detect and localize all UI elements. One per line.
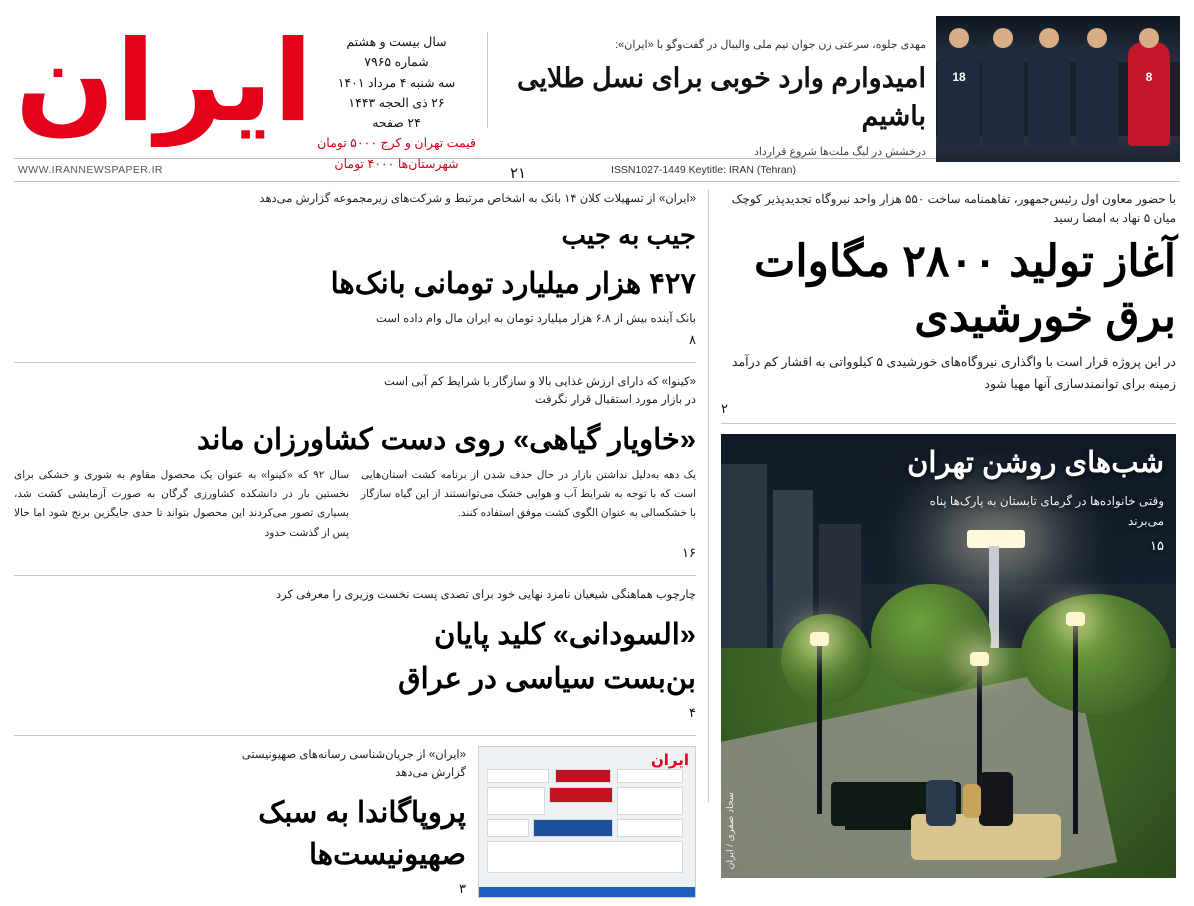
issue-pages: ۲۴ صفحه	[372, 116, 421, 130]
teaser-photo	[936, 16, 1180, 162]
story-quinoa-headline[interactable]: «خاویار گیاهی» روی دست کشاورزان ماند	[196, 423, 696, 456]
story-quinoa-kicker-line2: در بازار مورد استقبال قرار نگرفت	[534, 394, 696, 407]
player-head-icon	[993, 28, 1013, 48]
player-head-icon	[949, 28, 969, 48]
story-iraq	[14, 586, 696, 728]
lead-page-number: ۲	[721, 400, 728, 416]
story-banks-footer	[14, 332, 696, 348]
story-rule-1	[14, 362, 696, 363]
photo-person	[926, 780, 956, 826]
lead-subtitle: در این پروژه قرار است با واگذاری نیروگاه‌های خورشیدی ۵ کیلوواتی به اقشار کم درآمد زمینه برای توانمندسازی آنها مهیا شود	[731, 355, 1176, 391]
photo-child	[963, 784, 981, 818]
feature-title[interactable]: شب‌های روشن تهران	[907, 446, 1164, 479]
story-propaganda-text	[14, 746, 466, 897]
issue-date-solar: سه شنبه ۴ مرداد ۱۴۰۱	[337, 75, 456, 90]
story-iraq-headline-line1[interactable]: «السودانی» کلید پایان	[434, 618, 696, 651]
jersey-number-2: 8	[1145, 70, 1153, 84]
thumb-tile	[487, 819, 529, 837]
player-head-icon	[1087, 28, 1107, 48]
story-banks	[14, 190, 696, 356]
thumb-tile-red	[549, 787, 613, 803]
price-other-cities: شهرستان‌ها ۴۰۰۰ تومان	[334, 156, 459, 171]
issue-date-lunar: ۲۶ ذی الحجه ۱۴۴۳	[348, 95, 445, 110]
story-propaganda-headline-line2[interactable]: صهیونیست‌ها	[308, 838, 466, 871]
photo-lamp	[817, 644, 822, 814]
jersey-number: 18	[952, 70, 966, 84]
thumb-tile-wide	[487, 841, 683, 873]
thumb-tile	[617, 769, 683, 783]
teaser-text	[496, 16, 936, 182]
thumb-tile	[617, 819, 683, 837]
masthead-divider	[487, 32, 488, 128]
teaser-headline[interactable]: امیدوارم وارد خوبی برای نسل طلایی باشیم	[516, 63, 926, 132]
thumbnail-logo: ایران	[650, 750, 689, 769]
story-quinoa-kicker-line1: «کینوا» که دارای ارزش غذایی بالا و سازگار با شرایط کم آبی است	[383, 375, 696, 388]
photo-tree	[1021, 594, 1171, 714]
teaser-subtitle: درخشش در لیگ ملت‌ها شروع قرارداد	[753, 145, 926, 158]
lead-column	[721, 190, 1180, 870]
story-propaganda-thumbnail[interactable]	[478, 746, 696, 898]
thumb-tile-blue	[533, 819, 613, 837]
photo-tree	[871, 584, 991, 694]
price-tehran: قیمت تهران و کرج ۵۰۰۰ تومان	[317, 136, 476, 151]
story-banks-deck: بانک آینده بیش از ۶.۸ هزار میلیارد تومان به ایران مال وام داده است	[375, 313, 696, 326]
story-propaganda-page-number: ۳	[459, 880, 466, 896]
player-head-icon	[1039, 28, 1059, 48]
lead-headline[interactable]: آغاز تولید ۲۸۰۰ مگاوات برق خورشیدی	[753, 237, 1176, 342]
story-propaganda-footer	[14, 881, 466, 897]
player-red	[1128, 42, 1170, 146]
player-4	[938, 42, 980, 146]
page-content	[14, 190, 1180, 896]
story-propaganda	[14, 746, 696, 906]
story-propaganda-kicker-line2: گزارش می‌دهد	[395, 767, 466, 780]
feature-caption	[903, 444, 1164, 554]
story-iraq-footer	[14, 705, 696, 721]
player-3	[982, 42, 1024, 146]
feature-page-number: ۱۵	[1150, 537, 1164, 553]
thumb-tile	[487, 769, 549, 783]
thumb-tile-red	[555, 769, 611, 783]
story-iraq-headline-line2[interactable]: بن‌بست سیاسی در عراق	[398, 662, 696, 695]
issn-text: ISSN1027-1449 Keytitle: IRAN (Tehran)	[610, 164, 796, 176]
issue-number: شماره ۷۹۶۵	[364, 55, 429, 70]
player-head-icon	[1139, 28, 1159, 48]
story-propaganda-headline-line1[interactable]: پروپاگاندا به سبک	[258, 796, 466, 829]
lead-kicker: با حضور معاون اول رئیس‌جمهور، تفاهمنامه ساخت ۵۵۰ هزار واحد نیروگاه تجدیدپذیر کوچک میان ۵ نهاد به امضا رسید	[731, 192, 1176, 226]
logo-text: ایران	[14, 17, 314, 147]
story-banks-kicker: «ایران» از تسهیلات کلان ۱۴ بانک به اشخاص مرتبط و شرکت‌های زیرمجموعه گزارش می‌دهد	[259, 193, 696, 205]
story-iraq-kicker: چارچوب هماهنگی شیعیان نامزد نهایی خود برای تصدی پست نخست وزیری را معرفی کرد	[276, 589, 696, 602]
story-rule-3	[14, 735, 696, 736]
feature-subtitle: وقتی خانواده‌ها در گرمای تابستان به پارک‌ها پناه می‌برند	[929, 494, 1164, 529]
thumb-footer-bar	[479, 887, 695, 898]
lead-rule	[721, 423, 1176, 424]
photo-tree	[781, 614, 871, 704]
story-quinoa	[14, 373, 696, 569]
feature-photo	[721, 434, 1176, 878]
story-iraq-page-number: ۴	[689, 704, 696, 720]
player-2	[1028, 42, 1070, 146]
newspaper-logo	[14, 6, 314, 158]
story-quinoa-body-col2: یک دهه به‌دلیل نداشتن بازار در حال حذف شدن از برنامه کشت استان‌هایی است که با توجه به شرایط آب و هوایی خشک می‌توانستند از این گیاه سازگار با خشکسالی به عنوان الگوی کشت موفق استفاده کنند.	[361, 468, 696, 520]
story-quinoa-page-number: ۱۶	[682, 545, 696, 561]
photo-lamp	[1073, 624, 1078, 834]
website-url[interactable]: WWW.IRANNEWSPAPER.IR	[18, 164, 163, 176]
photo-person	[979, 772, 1013, 826]
issue-info	[314, 6, 479, 171]
column-divider	[708, 190, 709, 802]
story-quinoa-body	[14, 466, 696, 544]
issue-year: سال بیست و هشتم	[346, 35, 447, 49]
teaser-kicker: مهدی جلوه، سرعتی زن جوان تیم ملی والیبال در گفت‌وگو با «ایران»:	[615, 39, 926, 51]
teaser-page-number: ۲۱	[510, 164, 527, 182]
story-quinoa-body-col1: سال ۹۲ که «کینوا» به عنوان یک محصول مقاوم به شوری و خشکی برای نخستین بار در دانشکده کشاورزی گرگان به صورت آزمایشی کشت شد، بسیاری تصور می‌کردند این محصول بتواند تا حدی جایگزین برنج شود اما حالا پس از گذشت حدود	[14, 468, 349, 539]
secondary-column	[14, 190, 696, 896]
photo-credit: سجاد صفری / ایران	[725, 792, 736, 870]
story-rule-2	[14, 575, 696, 576]
story-banks-headline[interactable]: ۴۲۷ هزار میلیارد تومانی بانک‌ها	[330, 268, 696, 301]
story-banks-headline-small[interactable]: جیب به جیب	[561, 220, 696, 251]
story-propaganda-kicker-line1: «ایران» از جریان‌شناسی رسانه‌های صهیونیستی	[241, 748, 466, 761]
player-1	[1076, 42, 1118, 146]
story-quinoa-footer	[14, 545, 696, 561]
story-banks-page-number: ۸	[689, 331, 696, 347]
